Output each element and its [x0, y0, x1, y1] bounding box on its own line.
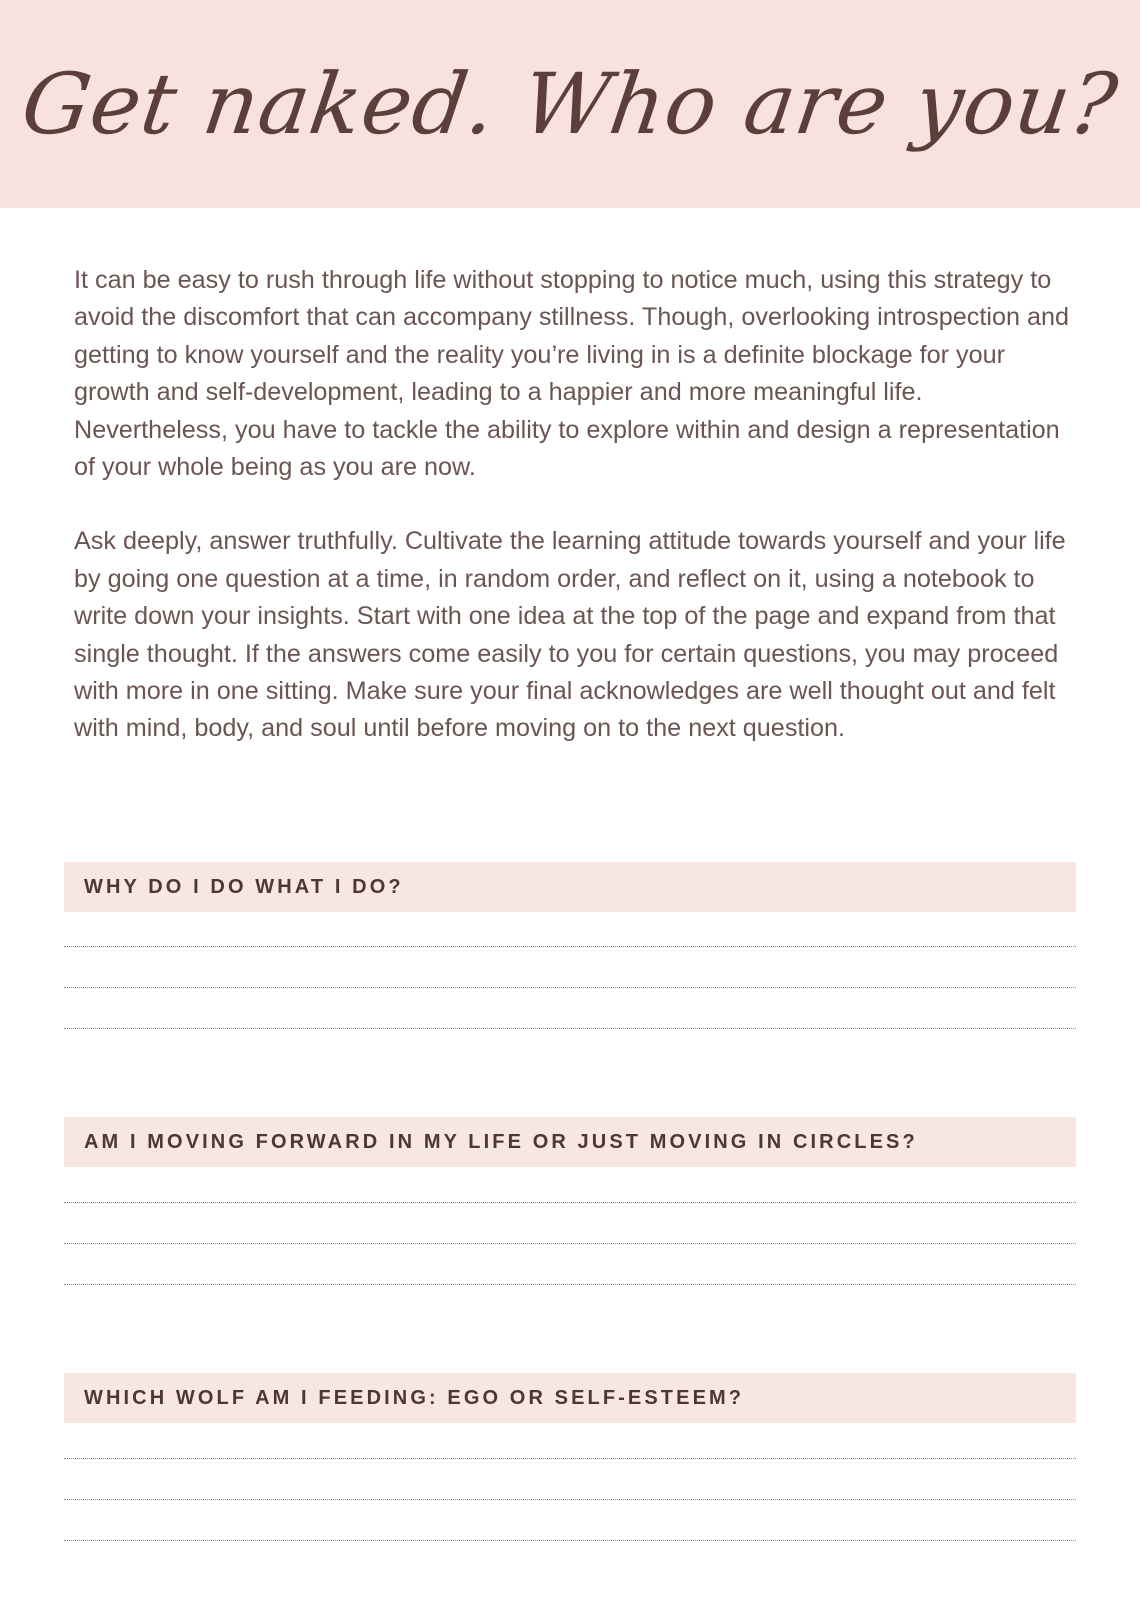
question-heading-bar: [64, 1373, 1076, 1423]
writing-line[interactable]: [64, 1202, 1076, 1203]
question-label: AM I MOVING FORWARD IN MY LIFE OR JUST MOVING IN CIRCLES?: [84, 1130, 918, 1153]
writing-line[interactable]: [64, 1540, 1076, 1541]
intro-paragraph: Ask deeply, answer truthfully. Cultivate the learning attitude towards yourself and your life by going one question at a time, in random order, and reflect on it, using a notebook to write down your insights. Start with one idea at the top of the page and expand from that single thought. If the answers come easily to you for certain questions, you may proceed with more in one sitting. Make sure your final acknowledges are well thought out and felt with mind, body, and soul until before moving on to the next question.: [74, 527, 1066, 743]
writing-line[interactable]: [64, 946, 1076, 947]
intro-text: [74, 262, 1074, 785]
writing-line[interactable]: [64, 1284, 1076, 1285]
intro-paragraph: It can be easy to rush through life without stopping to notice much, using this strategy to avoid the discomfort that can accompany stillness. Though, overlooking introspection and getting to know yourself and the reality you’re living in is a definite blockage for your growth and self-development, leading to a happier and more meaningful life. Nevertheless, you have to tackle the ability to explore within and design a representation of your whole being as you are now.: [74, 266, 1070, 482]
question-section-1: [64, 862, 1076, 912]
question-section-3: [64, 1373, 1076, 1423]
page-title: Get naked. Who are you?: [16, 55, 1124, 153]
writing-line[interactable]: [64, 1458, 1076, 1459]
writing-line[interactable]: [64, 1499, 1076, 1500]
question-label: WHICH WOLF AM I FEEDING: EGO OR SELF-ESTEEM?: [84, 1386, 745, 1409]
question-heading-bar: [64, 1117, 1076, 1167]
question-heading-bar: [64, 862, 1076, 912]
writing-line[interactable]: [64, 1243, 1076, 1244]
writing-line[interactable]: [64, 1028, 1076, 1029]
question-section-2: [64, 1117, 1076, 1167]
writing-line[interactable]: [64, 987, 1076, 988]
question-label: WHY DO I DO WHAT I DO?: [84, 875, 404, 898]
